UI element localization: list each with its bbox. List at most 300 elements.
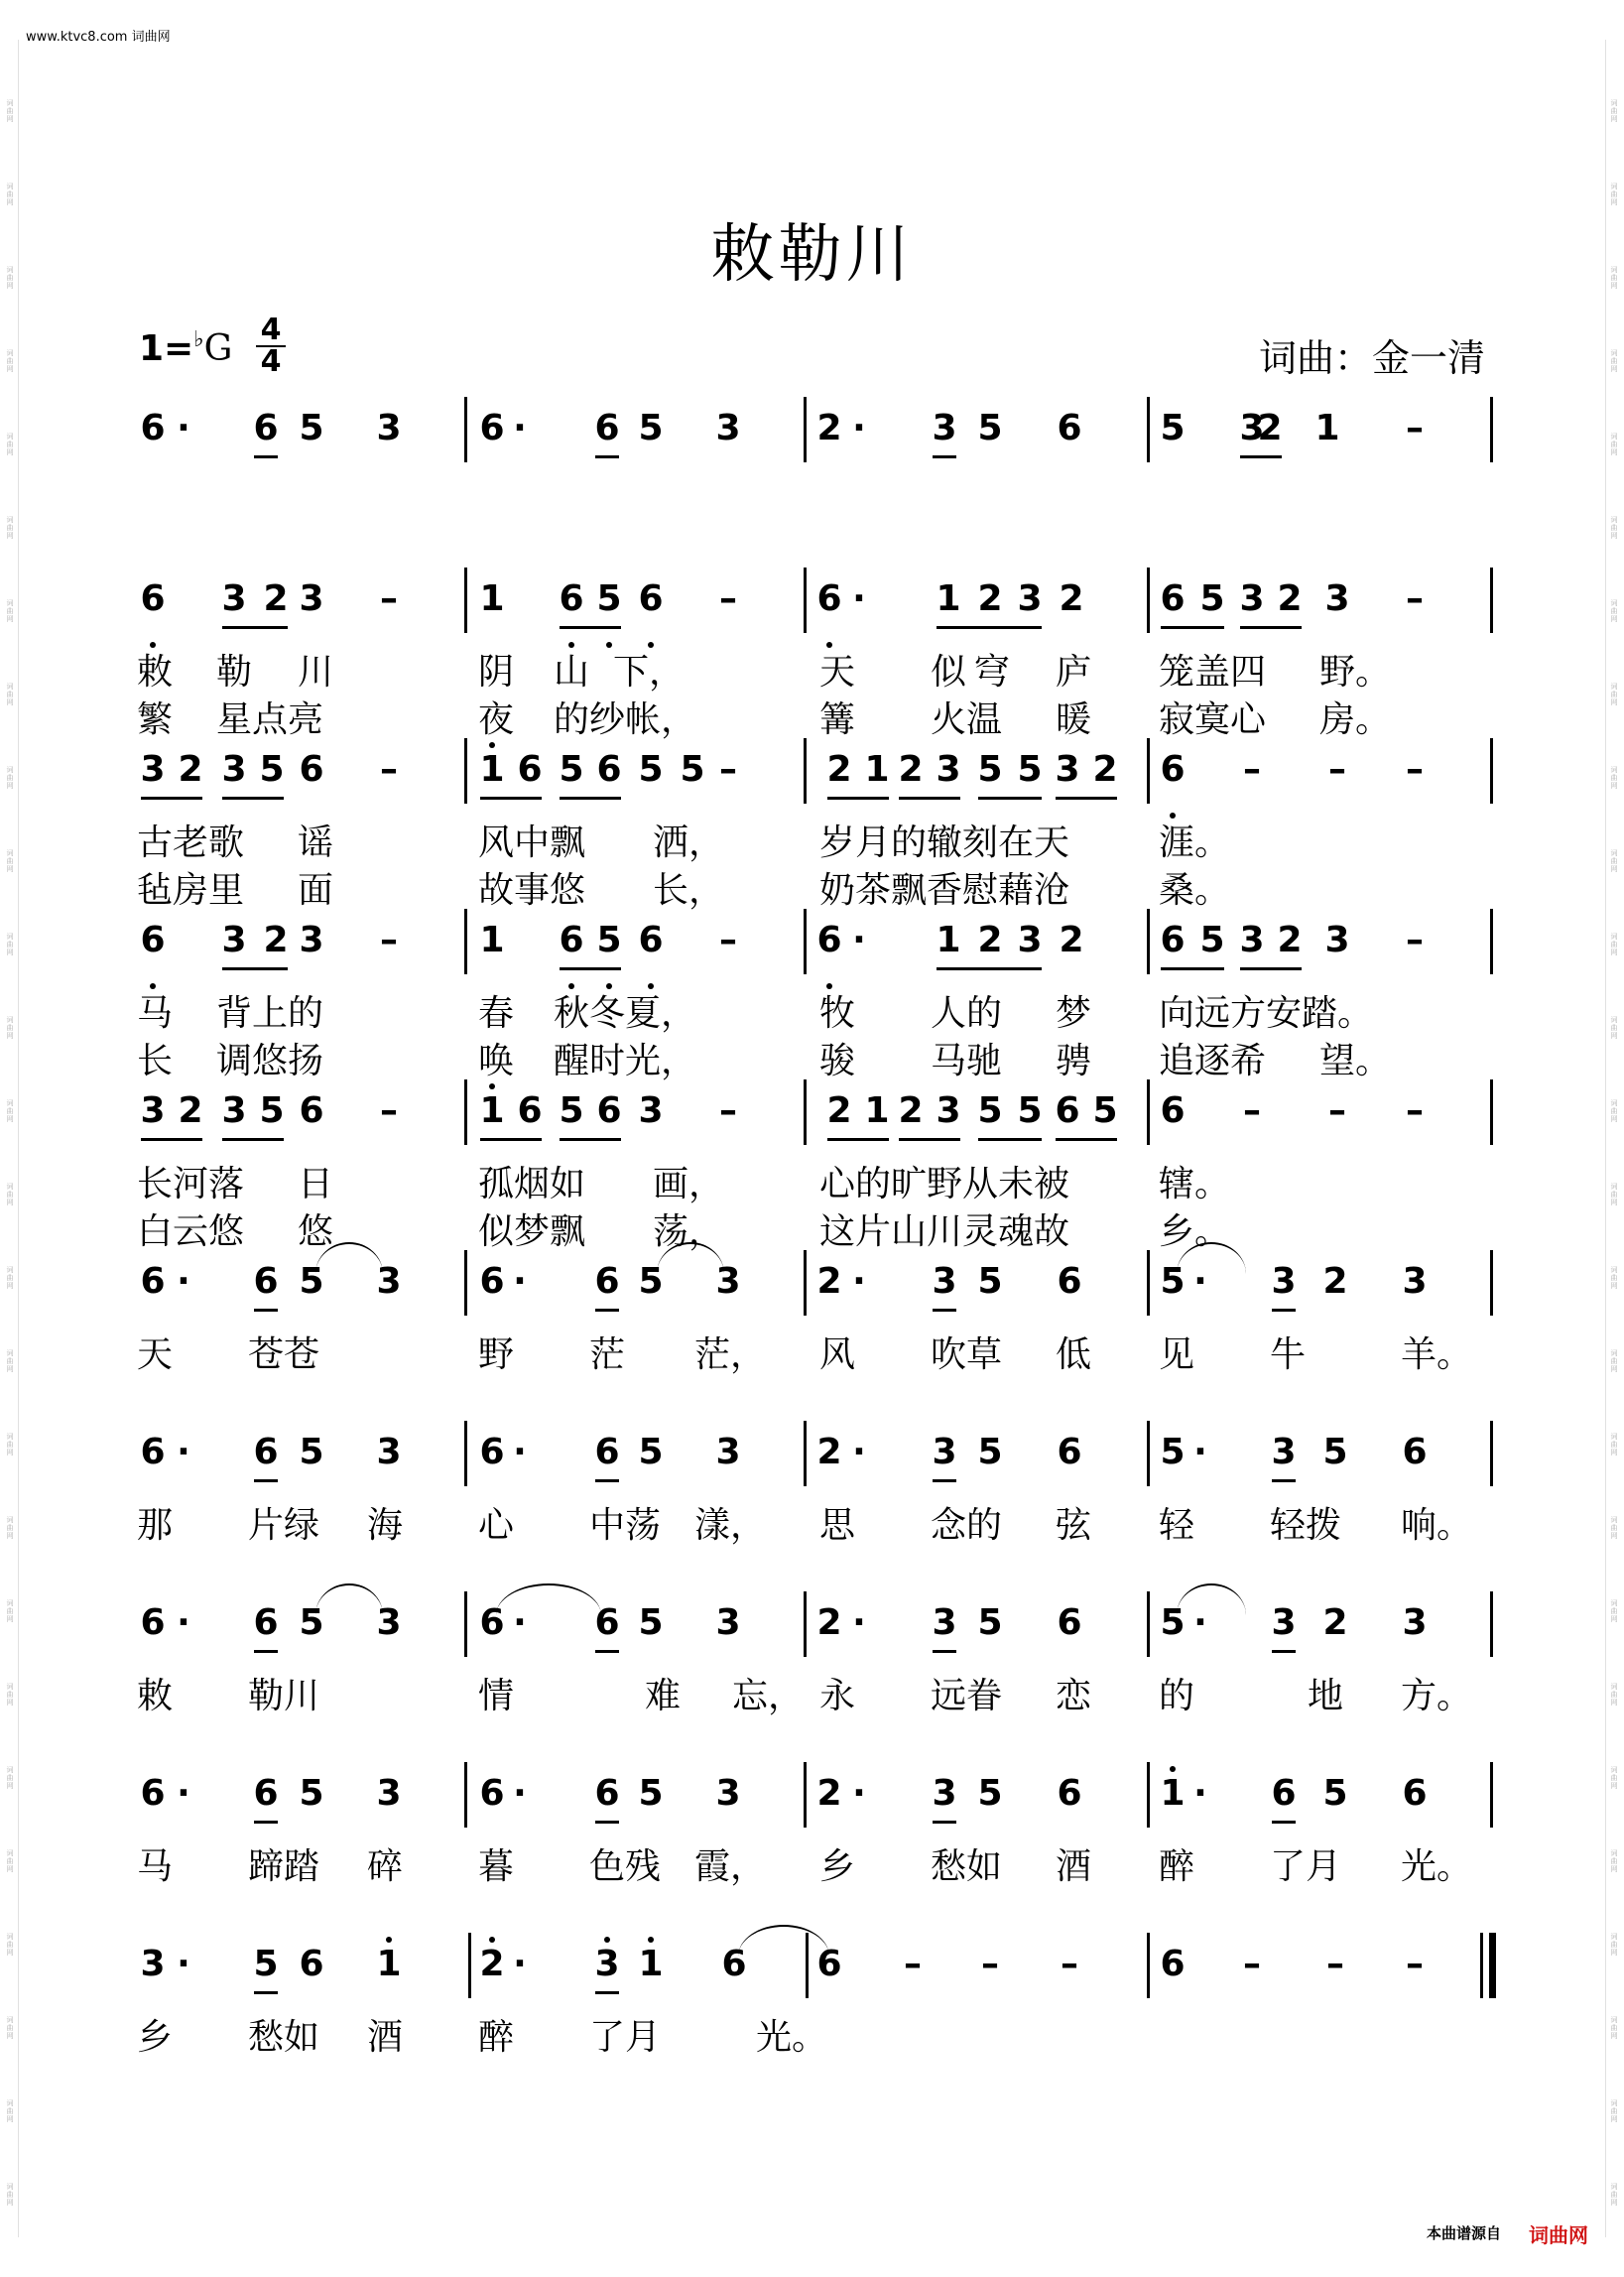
note: 2 — [826, 1090, 852, 1131]
note: 6 — [479, 408, 505, 448]
watermark-text: 词 曲 网 — [6, 1349, 14, 1373]
note: 3 — [376, 1261, 402, 1302]
note: 3 — [1324, 578, 1350, 619]
lyric-word: 敕 — [137, 1676, 174, 1716]
lyric-word: 天 — [819, 652, 856, 693]
bar-line — [1147, 1762, 1150, 1828]
lyric-word: 醉 — [1159, 1846, 1195, 1887]
lyric-word: 那 — [137, 1505, 174, 1546]
note: 3 — [715, 1602, 741, 1643]
note: 3 — [594, 1944, 620, 1984]
note: · — [513, 1261, 527, 1302]
lyric-word: 恋 — [1056, 1676, 1092, 1716]
watermark-text: 词 曲 网 — [6, 266, 14, 290]
lyric-word: 山 — [554, 652, 590, 693]
high-octave-dot — [648, 1937, 654, 1943]
note-underline — [1161, 626, 1224, 629]
low-octave-dot — [150, 642, 156, 648]
note: 5 — [977, 408, 1003, 448]
note: 5 — [1160, 408, 1186, 448]
lyric-word: 房。 — [1319, 699, 1392, 740]
high-octave-dot — [489, 1937, 495, 1943]
lyric-word: 梦 — [1056, 993, 1092, 1034]
watermark-text: 词 曲 网 — [6, 183, 14, 206]
lyric-word: 穹 — [974, 652, 1011, 693]
note: 5 — [977, 1773, 1003, 1814]
note-underline — [899, 1138, 960, 1141]
lyric-word: 奶茶飘香慰藉沧 — [819, 870, 1070, 911]
bar-line — [1147, 738, 1150, 804]
note-underline — [560, 626, 621, 629]
note: 3 — [376, 1432, 402, 1472]
watermark-text: 词 曲 网 — [1610, 2183, 1618, 2207]
note: 5 — [638, 749, 664, 790]
note: 3 — [1239, 408, 1265, 448]
low-octave-dot — [150, 983, 156, 989]
note: 2 — [1092, 749, 1118, 790]
lyric-word: 向远方安踏。 — [1159, 993, 1374, 1034]
note: 3 — [932, 1773, 957, 1814]
key-prefix: 1= — [139, 328, 194, 369]
note: 2 — [977, 578, 1003, 619]
note: 2 — [898, 1090, 924, 1131]
note: – — [1406, 1944, 1424, 1984]
bar-line — [1490, 1250, 1493, 1316]
note: · — [177, 1602, 190, 1643]
note-underline — [595, 1821, 619, 1824]
note: 3 — [1402, 1602, 1428, 1643]
bar-line — [464, 1250, 467, 1316]
note-underline — [827, 1138, 889, 1141]
note: – — [1406, 749, 1424, 790]
note: 2 — [1322, 1261, 1348, 1302]
note: 3 — [932, 408, 957, 448]
time-signature — [256, 313, 286, 379]
lyric-word: 阴 — [478, 652, 515, 693]
watermark-text: 词 曲 网 — [6, 2016, 14, 2040]
low-octave-dot — [1170, 813, 1176, 819]
lyric-word: 霞， — [694, 1846, 767, 1887]
lyric-word: 寂寞心 — [1159, 699, 1267, 740]
watermark-text: 词 曲 网 — [6, 99, 14, 123]
note-underline — [978, 1138, 1042, 1141]
note: 3 — [715, 1261, 741, 1302]
lyric-word: 长， — [653, 870, 725, 911]
lyric-word: 春 — [478, 993, 515, 1034]
lyric-word: 洒， — [653, 822, 725, 863]
note: 3 — [1271, 1261, 1297, 1302]
watermark-text: 词 曲 网 — [1610, 766, 1618, 790]
note: – — [719, 1090, 737, 1131]
note-underline — [141, 797, 202, 800]
bar-line — [804, 568, 807, 633]
note-underline — [480, 1138, 542, 1141]
lyric-word: 低 — [1056, 1334, 1092, 1375]
note: · — [513, 1602, 527, 1643]
note: – — [1243, 1090, 1261, 1131]
watermark-text: 词 曲 网 — [1610, 1599, 1618, 1623]
note: 2 — [1277, 578, 1303, 619]
note: 6 — [594, 1773, 620, 1814]
bar-line — [464, 738, 467, 804]
note-underline — [1056, 1138, 1117, 1141]
note: 6 — [1055, 1090, 1080, 1131]
watermark-text: 词 曲 网 — [1610, 1349, 1618, 1373]
lyric-word: 秋冬夏， — [554, 993, 697, 1034]
note: 5 — [253, 1944, 279, 1984]
lyric-word: 面 — [298, 870, 334, 911]
low-octave-dot — [568, 642, 574, 648]
note: 6 — [479, 1602, 505, 1643]
note: 6 — [140, 1261, 166, 1302]
lyric-word: 牛 — [1270, 1334, 1307, 1375]
watermark-text: 词 曲 网 — [1610, 1016, 1618, 1040]
note: – — [1243, 749, 1261, 790]
lyric-word: 碎 — [367, 1846, 404, 1887]
bar-line — [1147, 568, 1150, 633]
bar-line — [804, 1079, 807, 1145]
note: 6 — [140, 920, 166, 960]
lyric-word: 野。 — [1319, 652, 1392, 693]
note: · — [852, 1432, 866, 1472]
lyric-word: 马驰 — [931, 1041, 1003, 1081]
note: · — [513, 408, 527, 448]
lyric-word: 野 — [478, 1334, 515, 1375]
lyric-word: 难 — [645, 1676, 682, 1716]
note: 2 — [816, 408, 842, 448]
note: 5 — [977, 1090, 1003, 1131]
note: 2 — [1059, 578, 1084, 619]
note: 3 — [1402, 1261, 1428, 1302]
note-underline — [560, 797, 621, 800]
note: – — [1406, 920, 1424, 960]
note: 6 — [1402, 1432, 1428, 1472]
lyric-line — [0, 1845, 1624, 1889]
lyric-word: 牧 — [819, 993, 856, 1034]
note: 5 — [1160, 1432, 1186, 1472]
note: 5 — [299, 1773, 324, 1814]
lyric-word: 笼盖四 — [1159, 652, 1267, 693]
note: 2 — [1277, 920, 1303, 960]
note: 3 — [1017, 920, 1043, 960]
watermark-text: 词 曲 网 — [1610, 1183, 1618, 1206]
note-underline — [480, 797, 542, 800]
watermark-text: 词 曲 网 — [1610, 1683, 1618, 1707]
score-system — [0, 1091, 1624, 1151]
note: 5 — [977, 749, 1003, 790]
note: – — [380, 1090, 398, 1131]
note: 6 — [140, 1773, 166, 1814]
final-bar-thin — [1480, 1933, 1483, 1998]
lyric-word: 画， — [653, 1164, 725, 1204]
lyric-word: 光。 — [1401, 1846, 1473, 1887]
lyric-word: 辖。 — [1159, 1164, 1231, 1204]
lyric-word: 毡房里 — [137, 870, 245, 911]
note: 5 — [638, 1432, 664, 1472]
note: · — [177, 1432, 190, 1472]
note: 3 — [221, 920, 247, 960]
note: 6 — [1160, 749, 1186, 790]
note: · — [513, 1944, 527, 1984]
note-underline — [1240, 626, 1302, 629]
note: 2 — [479, 1944, 505, 1984]
lyric-word: 故事悠 — [478, 870, 586, 911]
score-system — [0, 1945, 1624, 2004]
watermark-text: 词 曲 网 — [6, 1933, 14, 1957]
note-underline — [933, 1821, 956, 1824]
lyric-word: 思 — [819, 1505, 856, 1546]
note: 5 — [1160, 1261, 1186, 1302]
lyric-word: 这片山川灵魂故 — [819, 1211, 1070, 1252]
note: 3 — [376, 408, 402, 448]
note: 6 — [253, 1261, 279, 1302]
lyric-word: 风 — [819, 1334, 856, 1375]
note: 3 — [221, 749, 247, 790]
note: 6 — [1402, 1773, 1428, 1814]
lyric-word: 庐 — [1056, 652, 1092, 693]
note: 1 — [936, 578, 961, 619]
note: 2 — [816, 1432, 842, 1472]
bar-line — [1147, 1250, 1150, 1316]
note-underline — [222, 967, 288, 970]
note: 6 — [253, 408, 279, 448]
note: 6 — [816, 1944, 842, 1984]
note: 6 — [1057, 1773, 1082, 1814]
low-octave-dot — [826, 983, 832, 989]
note: · — [177, 1944, 190, 1984]
note: 5 — [1199, 920, 1225, 960]
score-system — [0, 1262, 1624, 1322]
note: 3 — [638, 1090, 664, 1131]
lyric-word: 情 — [478, 1676, 515, 1716]
note: 3 — [376, 1773, 402, 1814]
note: 1 — [479, 920, 505, 960]
lyric-word: 轻拨 — [1270, 1505, 1342, 1546]
lyric-line — [0, 651, 1624, 695]
time-signature-bottom: 4 — [256, 345, 286, 377]
note: 6 — [479, 1261, 505, 1302]
note: – — [904, 1944, 922, 1984]
lyric-word: 悠 — [298, 1211, 334, 1252]
note: · — [177, 1261, 190, 1302]
bar-line — [804, 1591, 807, 1657]
watermark-text: 词 曲 网 — [1610, 933, 1618, 956]
watermark-text: 词 曲 网 — [1610, 2099, 1618, 2123]
note: – — [1243, 1944, 1261, 1984]
watermark-text: 词 曲 网 — [1610, 849, 1618, 873]
lyric-word: 色残 — [589, 1846, 662, 1887]
lyric-word: 篝 — [819, 699, 856, 740]
note-underline — [1272, 1309, 1296, 1312]
note: 3 — [715, 1773, 741, 1814]
note: 6 — [594, 1261, 620, 1302]
lyric-word: 长河落 — [137, 1164, 245, 1204]
note: 1 — [479, 1090, 505, 1131]
watermark-text: 词 曲 网 — [6, 1516, 14, 1540]
lyric-word: 茫 — [589, 1334, 626, 1375]
bar-line — [464, 1079, 467, 1145]
note: 3 — [715, 408, 741, 448]
note: 1 — [638, 1944, 664, 1984]
note: 1 — [1314, 408, 1340, 448]
watermark-text: 词 曲 网 — [6, 683, 14, 706]
high-octave-dot — [604, 1937, 610, 1943]
watermark-text: 词 曲 网 — [1610, 599, 1618, 623]
bar-line — [1490, 568, 1493, 633]
watermark-text: 词 曲 网 — [1610, 1849, 1618, 1873]
lyric-line — [0, 1333, 1624, 1377]
footer-credit: 本曲谱源自 — [1426, 2224, 1501, 2242]
note: 2 — [1322, 1602, 1348, 1643]
final-bar-thick — [1489, 1933, 1496, 1998]
note: 6 — [1160, 1090, 1186, 1131]
note: – — [1406, 1090, 1424, 1131]
lyric-word: 了月 — [589, 2017, 662, 2058]
note: 6 — [140, 578, 166, 619]
lyric-word: 星点亮 — [216, 699, 324, 740]
lyric-word: 马 — [137, 993, 174, 1034]
lyric-word: 天 — [137, 1334, 174, 1375]
note: 3 — [936, 749, 961, 790]
tie-arc — [315, 1583, 383, 1615]
note-underline — [1272, 1650, 1296, 1653]
lyric-word: 轻 — [1159, 1505, 1195, 1546]
high-octave-dot — [489, 742, 495, 748]
lyric-line — [0, 1675, 1624, 1718]
note: 6 — [1057, 1432, 1082, 1472]
note-underline — [560, 1138, 621, 1141]
note-underline — [1272, 1479, 1296, 1482]
note: 5 — [299, 408, 324, 448]
bar-line — [1490, 397, 1493, 462]
note: – — [719, 920, 737, 960]
note: 1 — [479, 578, 505, 619]
lyric-line — [0, 992, 1624, 1036]
watermark-text: 词 曲 网 — [1610, 99, 1618, 123]
note: 6 — [816, 920, 842, 960]
lyric-word: 似梦飘 — [478, 1211, 586, 1252]
watermark-text: 词 曲 网 — [6, 933, 14, 956]
lyric-word: 人的 — [931, 993, 1003, 1034]
note: 6 — [816, 578, 842, 619]
note: 2 — [1257, 408, 1283, 448]
lyric-word: 桑。 — [1159, 870, 1231, 911]
lyric-word: 永 — [819, 1676, 856, 1716]
lyric-line — [0, 698, 1624, 742]
lyric-word: 川 — [298, 652, 334, 693]
note: 1 — [864, 749, 890, 790]
bar-line — [1490, 1079, 1493, 1145]
note: · — [1193, 1602, 1207, 1643]
note: 6 — [1057, 408, 1082, 448]
note: · — [1193, 1432, 1207, 1472]
note: – — [719, 578, 737, 619]
note: · — [1193, 1773, 1207, 1814]
lyric-word: 下， — [613, 652, 686, 693]
low-octave-dot — [606, 642, 612, 648]
note: – — [981, 1944, 999, 1984]
note: 6 — [1160, 578, 1186, 619]
note: 6 — [253, 1432, 279, 1472]
note: 3 — [1017, 578, 1043, 619]
low-octave-dot — [826, 642, 832, 648]
note: 1 — [864, 1090, 890, 1131]
note-underline — [1240, 967, 1302, 970]
note: – — [380, 578, 398, 619]
score-system — [0, 921, 1624, 980]
bar-line — [468, 1933, 471, 1998]
note: 3 — [936, 1090, 961, 1131]
lyric-word: 日 — [298, 1164, 334, 1204]
note-underline — [978, 797, 1042, 800]
watermark-text: 词 曲 网 — [1610, 266, 1618, 290]
lyric-word: 孤烟如 — [478, 1164, 586, 1204]
composer: 词曲：金一清 — [1258, 336, 1485, 380]
note: 3 — [1324, 920, 1350, 960]
note: · — [852, 1602, 866, 1643]
note: 6 — [479, 1773, 505, 1814]
lyric-word: 白云悠 — [137, 1211, 245, 1252]
lyric-word: 响。 — [1401, 1505, 1473, 1546]
lyric-word: 火温 — [931, 699, 1003, 740]
score-system — [0, 750, 1624, 810]
watermark-text: 词 曲 网 — [1610, 1099, 1618, 1123]
lyric-word: 暖 — [1056, 699, 1092, 740]
lyric-word: 暮 — [478, 1846, 515, 1887]
lyric-word: 望。 — [1319, 1041, 1392, 1081]
bar-line — [1490, 1591, 1493, 1657]
watermark-text: 词 曲 网 — [6, 1766, 14, 1790]
note: 6 — [1160, 920, 1186, 960]
note: 5 — [299, 1432, 324, 1472]
note: 6 — [594, 408, 620, 448]
lyric-word: 勒川 — [248, 1676, 320, 1716]
note: 3 — [1239, 920, 1265, 960]
note: 5 — [638, 1602, 664, 1643]
note: 5 — [638, 1773, 664, 1814]
note: 3 — [1239, 578, 1265, 619]
note-underline — [595, 1309, 619, 1312]
lyric-word: 茫， — [694, 1334, 767, 1375]
note: – — [1406, 408, 1424, 448]
lyric-word: 了月 — [1270, 1846, 1342, 1887]
lyric-word: 忘， — [732, 1676, 805, 1716]
note-underline — [937, 967, 1042, 970]
note: 6 — [1057, 1602, 1082, 1643]
note-underline — [141, 1138, 202, 1141]
high-octave-dot — [1170, 1766, 1176, 1772]
note: 3 — [1055, 749, 1080, 790]
bar-line — [1147, 1079, 1150, 1145]
note-underline — [937, 626, 1042, 629]
note: · — [513, 1432, 527, 1472]
high-octave-dot — [489, 1083, 495, 1089]
watermark-text: 词 曲 网 — [6, 766, 14, 790]
note: 3 — [1271, 1432, 1297, 1472]
lyric-word: 夜 — [478, 699, 515, 740]
note: – — [1406, 578, 1424, 619]
note: 2 — [263, 578, 289, 619]
watermark-text: 词 曲 网 — [1610, 1266, 1618, 1290]
note: – — [1328, 1090, 1346, 1131]
note-underline — [1272, 1821, 1296, 1824]
lyric-line — [0, 1163, 1624, 1206]
note: 2 — [898, 749, 924, 790]
score-system — [0, 1774, 1624, 1834]
watermark-text: 词 曲 网 — [6, 599, 14, 623]
watermark-text: 词 曲 网 — [1610, 349, 1618, 373]
lyric-word: 勒 — [216, 652, 253, 693]
